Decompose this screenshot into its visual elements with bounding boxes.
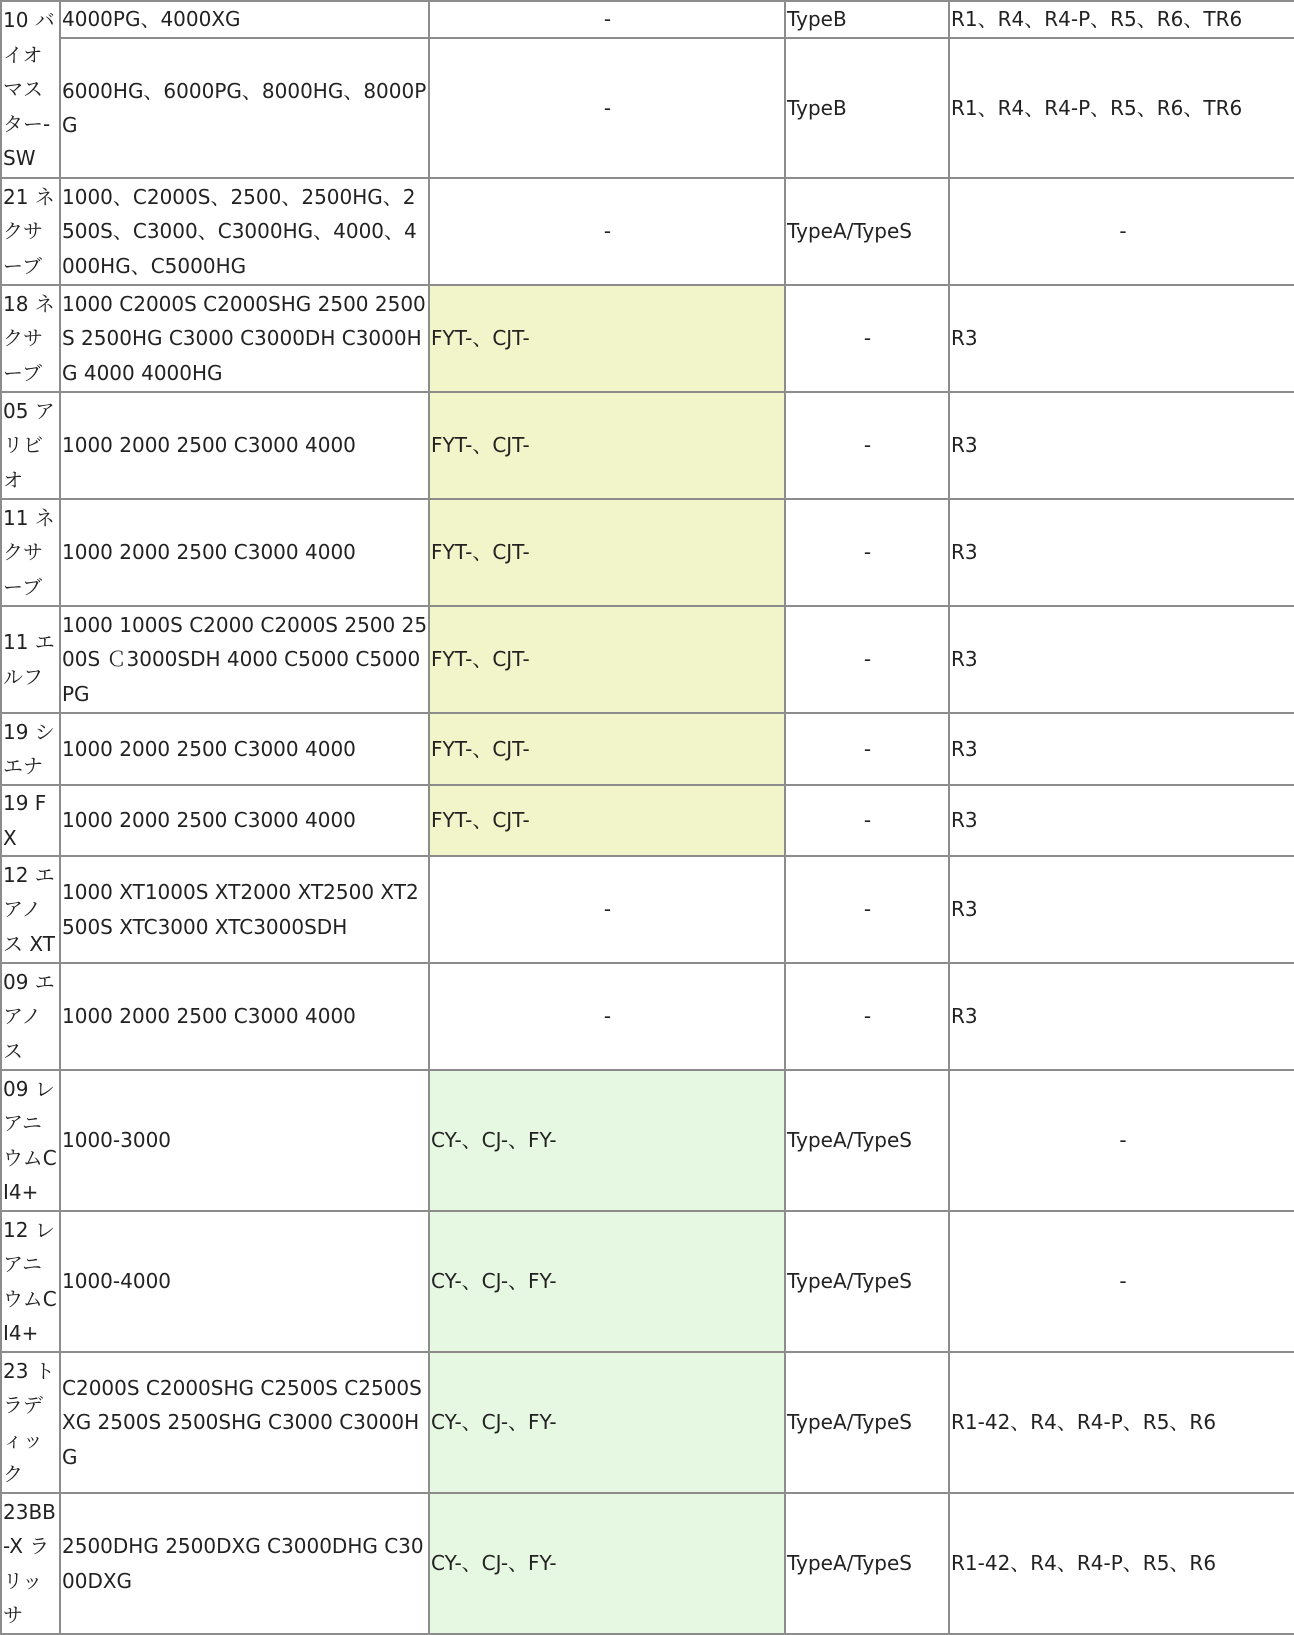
type-cell: TypeA/TypeS [785, 1352, 949, 1493]
type-cell: - [785, 606, 949, 713]
type-cell: TypeB [785, 38, 949, 178]
handle-cell: - [949, 178, 1294, 285]
type-cell: - [785, 963, 949, 1070]
reel-name-cell: 19 シエナ [1, 713, 60, 785]
handle-cell: - [949, 1211, 1294, 1352]
table-row [1, 606, 1294, 713]
handle-cell: R3 [949, 963, 1294, 1070]
handle-cell: R3 [949, 606, 1294, 713]
reel-name-cell: 11 ネクサーブ [1, 499, 60, 606]
table-row [1, 856, 1294, 963]
spool-type-cell: - [429, 963, 785, 1070]
spool-type-cell: - [429, 38, 785, 178]
type-cell: - [785, 285, 949, 392]
sizes-cell: 6000HG、6000PG、8000HG、8000PG [60, 38, 429, 178]
sizes-cell: 4000PG、4000XG [60, 1, 429, 38]
sizes-cell: 1000 2000 2500 C3000 4000 [60, 713, 429, 785]
spool-type-cell: CY-、CJ-、FY- [429, 1211, 785, 1352]
spool-type-cell: CY-、CJ-、FY- [429, 1352, 785, 1493]
handle-cell: R3 [949, 499, 1294, 606]
spool-type-cell: - [429, 856, 785, 963]
reel-name-cell: 09 エアノス [1, 963, 60, 1070]
type-cell: TypeA/TypeS [785, 1211, 949, 1352]
table-row [1, 1070, 1294, 1211]
sizes-cell: 1000 2000 2500 C3000 4000 [60, 392, 429, 499]
handle-cell: R3 [949, 856, 1294, 963]
spool-type-cell: FYT-、CJT- [429, 785, 785, 856]
spool-type-cell: FYT-、CJT- [429, 285, 785, 392]
type-cell: TypeA/TypeS [785, 1493, 949, 1634]
sizes-cell: 1000 2000 2500 C3000 4000 [60, 785, 429, 856]
type-cell: - [785, 856, 949, 963]
handle-cell: R1-42、R4、R4-P、R5、R6 [949, 1493, 1294, 1634]
reel-name-cell: 09 レアニウムCI4+ [1, 1070, 60, 1211]
reel-name-cell: 23BB-X ラリッサ [1, 1493, 60, 1634]
spool-type-cell: - [429, 178, 785, 285]
table-row [1, 178, 1294, 285]
sizes-cell: 1000-3000 [60, 1070, 429, 1211]
table-body [1, 1, 1294, 1634]
reel-name-cell: 10 バイオマスター-SW [1, 1, 60, 178]
sizes-cell: 1000 C2000S C2000SHG 2500 2500S 2500HG C3000 C3000DH C3000HG 4000 4000HG [60, 285, 429, 392]
type-cell: TypeB [785, 1, 949, 38]
table-row [1, 785, 1294, 856]
spool-type-cell: CY-、CJ-、FY- [429, 1070, 785, 1211]
reel-name-cell: 21 ネクサーブ [1, 178, 60, 285]
table-row [1, 499, 1294, 606]
table-row [1, 1211, 1294, 1352]
spool-type-cell: CY-、CJ-、FY- [429, 1493, 785, 1634]
type-cell: - [785, 499, 949, 606]
handle-cell: R1-42、R4、R4-P、R5、R6 [949, 1352, 1294, 1493]
table-row [1, 963, 1294, 1070]
sizes-cell: 1000 2000 2500 C3000 4000 [60, 499, 429, 606]
table-row [1, 1493, 1294, 1634]
type-cell: TypeA/TypeS [785, 1070, 949, 1211]
sizes-cell: 1000 1000S C2000 C2000S 2500 2500S Ｃ3000SDH 4000 C5000 C5000PG [60, 606, 429, 713]
spool-type-cell: FYT-、CJT- [429, 392, 785, 499]
reel-name-cell: 19 FX [1, 785, 60, 856]
type-cell: - [785, 392, 949, 499]
handle-cell: R1、R4、R4-P、R5、R6、TR6 [949, 1, 1294, 38]
handle-cell: - [949, 1070, 1294, 1211]
type-cell: TypeA/TypeS [785, 178, 949, 285]
spool-type-cell: FYT-、CJT- [429, 713, 785, 785]
reel-name-cell: 05 アリビオ [1, 392, 60, 499]
reel-name-cell: 12 レアニウムCI4+ [1, 1211, 60, 1352]
handle-cell: R3 [949, 713, 1294, 785]
sizes-cell: 1000 2000 2500 C3000 4000 [60, 963, 429, 1070]
spool-type-cell: FYT-、CJT- [429, 606, 785, 713]
sizes-cell: 1000-4000 [60, 1211, 429, 1352]
table-row [1, 1352, 1294, 1493]
table-row [1, 392, 1294, 499]
reel-name-cell: 18 ネクサーブ [1, 285, 60, 392]
sizes-cell: 1000 XT1000S XT2000 XT2500 XT2500S XTC3000 XTC3000SDH [60, 856, 429, 963]
handle-cell: R3 [949, 392, 1294, 499]
sizes-cell: 2500DHG 2500DXG C3000DHG C3000DXG [60, 1493, 429, 1634]
table-row [1, 38, 1294, 178]
table-row [1, 713, 1294, 785]
spool-type-cell: FYT-、CJT- [429, 499, 785, 606]
handle-cell: R1、R4、R4-P、R5、R6、TR6 [949, 38, 1294, 178]
reel-name-cell: 12 エアノス XT [1, 856, 60, 963]
sizes-cell: C2000S C2000SHG C2500S C2500SXG 2500S 2500SHG C3000 C3000HG [60, 1352, 429, 1493]
reel-name-cell: 23 トラディック [1, 1352, 60, 1493]
table-row [1, 1, 1294, 38]
handle-cell: R3 [949, 285, 1294, 392]
type-cell: - [785, 785, 949, 856]
spool-type-cell: - [429, 1, 785, 38]
type-cell: - [785, 713, 949, 785]
reel-name-cell: 11 エルフ [1, 606, 60, 713]
table-row [1, 285, 1294, 392]
sizes-cell: 1000、C2000S、2500、2500HG、2500S、C3000、C3000HG、4000、4000HG、C5000HG [60, 178, 429, 285]
handle-cell: R3 [949, 785, 1294, 856]
